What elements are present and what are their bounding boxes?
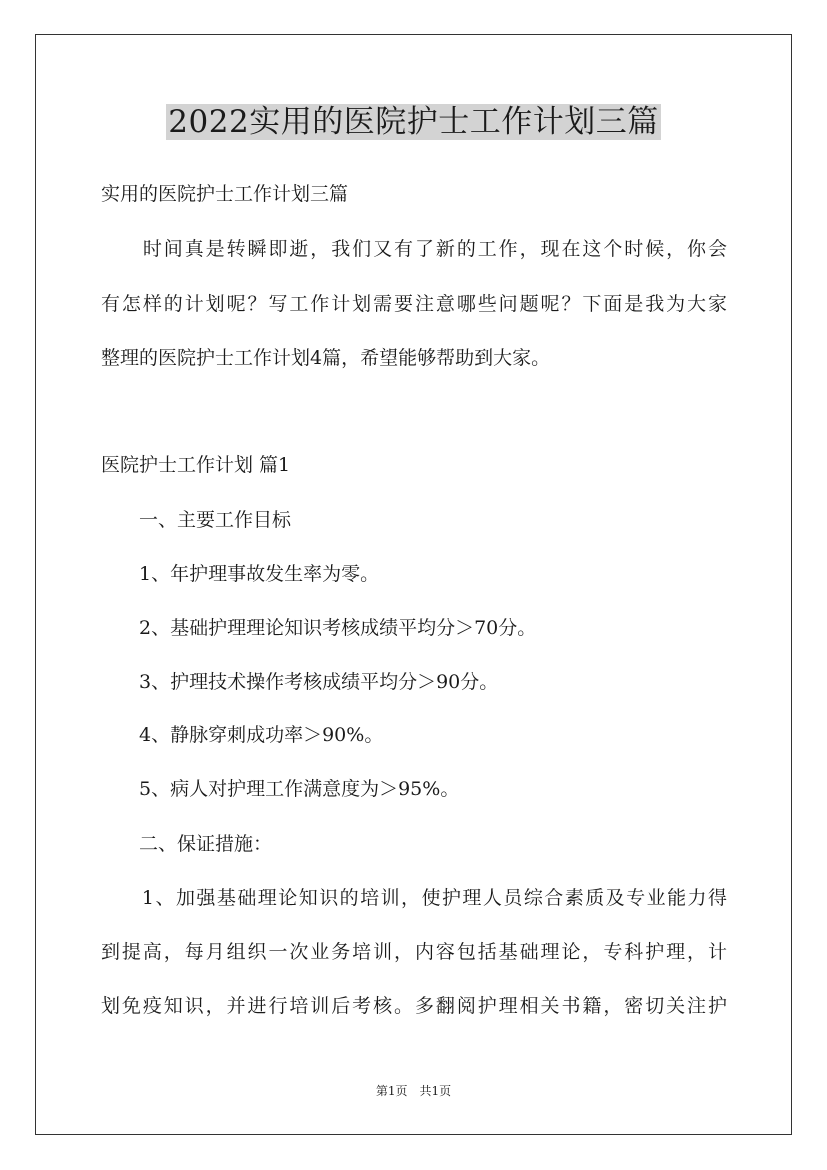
section-heading: 医院护士工作计划 篇1 <box>101 454 291 476</box>
intro-line-2: 有怎样的计划呢？写工作计划需要注意哪些问题呢？下面是我为大家 <box>101 293 727 315</box>
goal-item-4: 4、静脉穿刺成功率＞90%。 <box>101 724 384 746</box>
measures-line-2: 到提高，每月组织一次业务培训，内容包括基础理论，专科护理，计 <box>101 941 727 963</box>
measures-heading: 二、保证措施： <box>101 833 273 855</box>
intro-line-1: 时间真是转瞬即逝，我们又有了新的工作，现在这个时候，你会 <box>101 238 727 260</box>
document-title-text: 2022实用的医院护士工作计划三篇 <box>168 104 659 140</box>
goal-item-2: 2、基础护理理论知识考核成绩平均分＞70分。 <box>101 617 537 639</box>
goal-item-3: 3、护理技术操作考核成绩平均分＞90分。 <box>101 671 499 693</box>
intro-line-3: 整理的医院护士工作计划4篇，希望能够帮助到大家。 <box>101 347 551 369</box>
document-subtitle: 实用的医院护士工作计划三篇 <box>101 183 349 205</box>
goal-item-1: 1、年护理事故发生率为零。 <box>101 563 380 585</box>
measures-line-3: 划免疫知识，并进行培训后考核。多翻阅护理相关书籍，密切关注护 <box>101 995 727 1017</box>
measures-line-1: 1、加强基础理论知识的培训，使护理人员综合素质及专业能力得 <box>101 887 727 909</box>
document-title <box>0 100 827 144</box>
goals-heading: 一、主要工作目标 <box>101 509 292 531</box>
page-number-footer: 第1页 共1页 <box>375 1084 452 1098</box>
goal-item-5: 5、病人对护理工作满意度为＞95%。 <box>101 778 460 800</box>
